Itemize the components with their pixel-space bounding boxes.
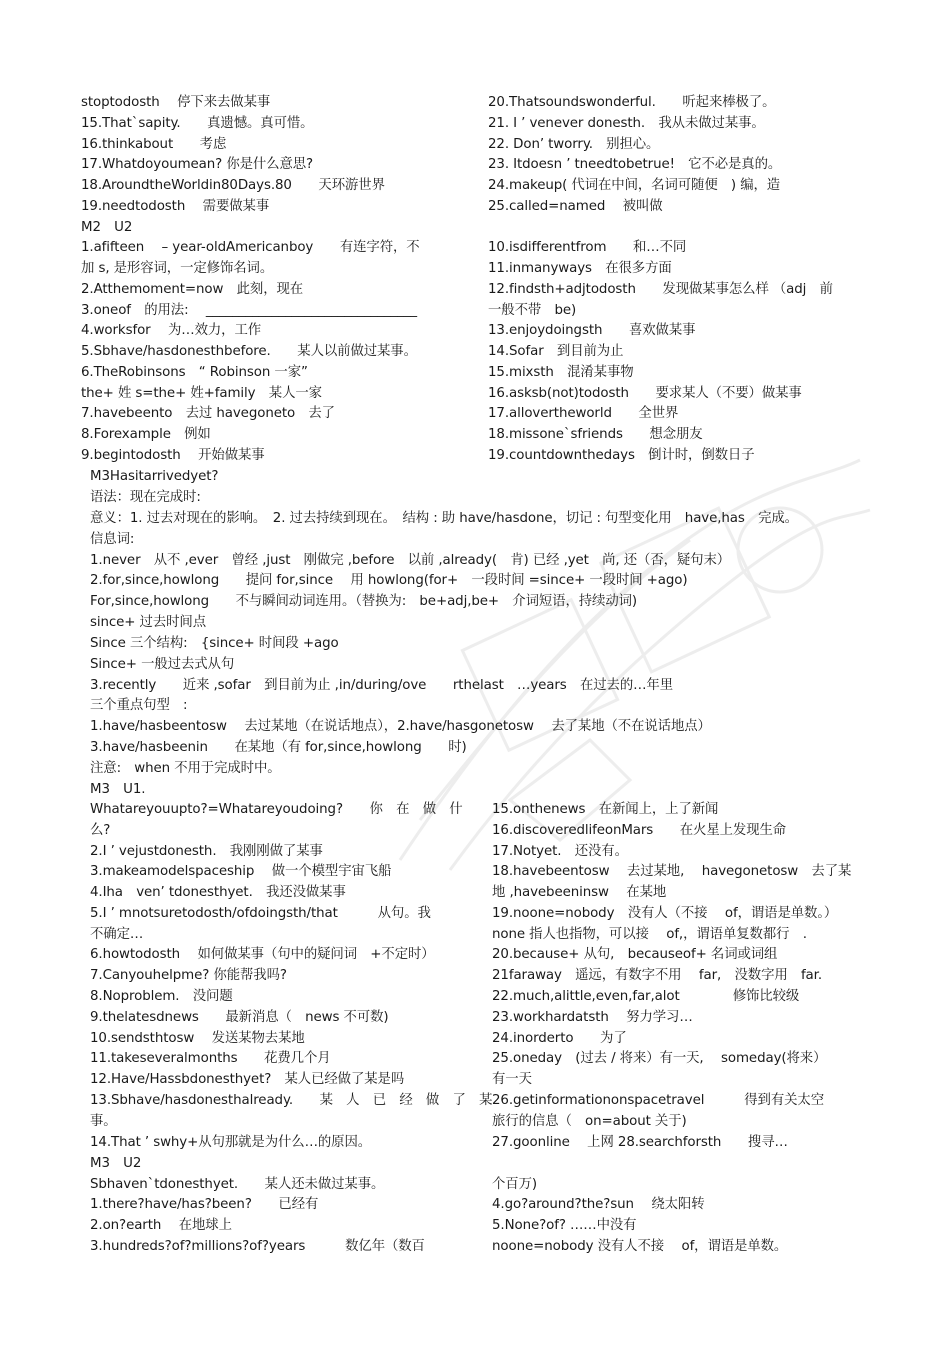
text-line: 信息词: [90, 532, 135, 547]
text-line: 18.AroundtheWorldin80Days.80 天环游世界 [81, 178, 385, 193]
text-line: 3.oneof 的用法: ________________________________ [81, 303, 417, 318]
text-line: 25.oneday (过去 / 将来）有一天, someday(将来） [492, 1051, 827, 1066]
text-line: 个百万) [492, 1177, 537, 1192]
text-line: 19.countdownthedays 倒计时，倒数日子 [488, 448, 755, 463]
text-line: 2.I ’ vejustdonesth. 我刚刚做了某事 [90, 844, 323, 859]
text-line: 16.thinkabout 考虑 [81, 137, 227, 152]
text-line: 15.That`sapity. 真遗憾。真可惜。 [81, 116, 314, 131]
text-line: 14.Sofar 到目前为止 [488, 344, 624, 359]
text-line: 1.never 从不 ,ever 曾经 ,just 刚做完 ,before 以前 ,already( 肯) 已经 ,yet 尚, 还（否，疑句末） [90, 553, 731, 568]
text-line: 1.afifteen – year-oldAmericanboy 有连字符，不 [81, 240, 420, 255]
text-line: 有一天 [492, 1072, 532, 1087]
text-line: 5.Sbhave/hasdonesthbefore. 某人以前做过某事。 [81, 344, 417, 359]
text-line: 3.makeamodelspaceship 做一个模型宇宙飞船 [90, 864, 392, 879]
text-line: 8.Noproblem. 没问题 [90, 989, 233, 1004]
text-line: 14.That ’ swhy+从句那就是为什么…的原因。 [90, 1135, 372, 1150]
text-line: 11.inmanyways 在很多方面 [488, 261, 672, 276]
text-line: Since 三个结构: {since+ 时间段 +ago [90, 636, 339, 651]
text-line: 6.howtodosth 如何做某事（句中的疑问词 +不定时） [90, 947, 435, 962]
text-line: 旅行的信息（ on=about 关于) [492, 1114, 687, 1129]
text-line: 23. Itdoesn ’ tneedtobetrue! 它不必是真的。 [488, 157, 782, 172]
text-line: Sbhaven`tdonesthyet. 某人还未做过某事。 [90, 1177, 385, 1192]
text-line: Since+ 一般过去式从句 [90, 657, 235, 672]
text-line: 2.for,since,howlong 提问 for,since 用 howlong(for+ 一段时间 =since+ 一段时间 +ago) [90, 573, 688, 588]
text-line: 一般不带 be) [488, 303, 577, 318]
section-heading: M3Hasitarrivedyet? [90, 469, 219, 484]
text-line: 三个重点句型 : [90, 698, 188, 713]
text-line: Whatareyouupto?=Whatareyoudoing? 你 在 做 什 [90, 802, 463, 817]
text-line: 18.missone`sfriends 想念朋友 [488, 427, 703, 442]
text-line: 1.there?have/has?been? 已经有 [90, 1197, 319, 1212]
text-line: 加 s, 是形容词，一定修饰名词。 [81, 261, 274, 276]
text-line: stoptodosth 停下来去做某事 [81, 95, 271, 110]
text-line: 7.havebeento 去过 havegoneto 去了 [81, 406, 335, 421]
text-line: 25.called=named 被叫做 [488, 199, 663, 214]
text-line: 4.Iha ven’ tdonesthyet. 我还没做某事 [90, 885, 346, 900]
text-line: 5.None?of? ……中没有 [492, 1218, 637, 1233]
section-heading: M2 U2 [81, 220, 133, 235]
text-line: 13.Sbhave/hasdonesthalready. 某 人 已 经 做 了 某 [90, 1093, 493, 1108]
text-line: 17.Notyet. 还没有。 [492, 844, 628, 859]
text-line: 22.much,alittle,even,far,alot 修饰比较级 [492, 989, 800, 1004]
text-line: 注意: when 不用于完成时中。 [90, 761, 281, 776]
text-line: since+ 过去时间点 [90, 615, 207, 630]
text-line: 16.discoveredlifeonMars 在火星上发现生命 [492, 823, 787, 838]
text-line: 11.takeseveralmonths 花费几个月 [90, 1051, 331, 1066]
text-line: 1.have/hasbeentosw 去过某地（在说话地点），2.have/hasgonetosw 去了某地（不在说话地点） [90, 719, 711, 734]
text-line: 地 ,havebeeninsw 在某地 [492, 885, 667, 900]
text-line: 22. Don’ tworry. 别担心。 [488, 137, 660, 152]
text-line: 19.noone=nobody 没有人（不接 of，谓语是单数。） [492, 906, 838, 921]
text-line: 9.thelatesdnews 最新消息（ news 不可数) [90, 1010, 389, 1025]
text-line: 21faraway 遥远，有数字不用 far, 没数字用 far. [492, 968, 822, 983]
text-line: none 指人也指物，可以接 of,，谓语单复数都行 . [492, 927, 807, 942]
text-line: 24.makeup( 代词在中间，名词可随便 ) 编，造 [488, 178, 781, 193]
text-line: 9.begintodosth 开始做某事 [81, 448, 265, 463]
text-line: noone=nobody 没有人不接 of，谓语是单数。 [492, 1239, 788, 1254]
text-line: 15.onthenews 在新闻上，上了新闻 [492, 802, 719, 817]
text-line: 3.recently 近来 ,sofar 到目前为止 ,in/during/ove rthelast …years 在过去的…年里 [90, 678, 673, 693]
text-line: 意义：1. 过去对现在的影响。 2. 过去持续到现在。 结构 : 助 have/hasdone，切记 : 句型变化用 have,has 完成。 [90, 511, 798, 526]
section-heading: M3 U1. [90, 782, 146, 797]
text-line: 5.I ’ mnotsuretodosth/ofdoingsth/that 从句。我 [90, 906, 431, 921]
text-line: 10.sendsthtosw 发送某物去某地 [90, 1031, 305, 1046]
text-line: 4.go?around?the?sun 绕太阳转 [492, 1197, 705, 1212]
text-line: 2.Atthemoment=now 此刻，现在 [81, 282, 304, 297]
text-line: 21. I ’ venever donesth. 我从未做过某事。 [488, 116, 765, 131]
text-line: 13.enjoydoingsth 喜欢做某事 [488, 323, 696, 338]
text-line: 18.havebeentosw 去过某地, havegonetosw 去了某 [492, 864, 852, 879]
text-line: 15.mixsth 混淆某事物 [488, 365, 634, 380]
text-line: 12.findsth+adjtodosth 发现做某事怎么样 （adj 前 [488, 282, 833, 297]
text-line: For,since,howlong 不与瞬间动词连用。（替换为: be+adj,be+ 介词短语，持续动词) [90, 594, 638, 609]
text-line: 23.workhardatsth 努力学习… [492, 1010, 693, 1025]
text-line: 10.isdifferentfrom 和…不同 [488, 240, 687, 255]
text-line: 26.getinformationonspacetravel 得到有关太空 [492, 1093, 824, 1108]
text-line: 7.Canyouhelpme? 你能帮我吗? [90, 968, 287, 983]
text-line: 么? [90, 823, 111, 838]
text-line: 6.TheRobinsons “ Robinson 一家” [81, 365, 308, 380]
text-line: 3.have/hasbeenin 在某地（有 for,since,howlong 时) [90, 740, 467, 755]
section-heading: M3 U2 [90, 1156, 142, 1171]
text-line: 4.worksfor 为…效力，工作 [81, 323, 262, 338]
text-line: 3.hundreds?of?millions?of?years 数亿年（数百 [90, 1239, 425, 1254]
text-line: 2.on?earth 在地球上 [90, 1218, 232, 1233]
text-line: 16.asksb(not)todosth 要求某人（不要）做某事 [488, 386, 802, 401]
text-line: 20.Thatsoundswonderful. 听起来棒极了。 [488, 95, 776, 110]
text-line: 27.goonline 上网 28.searchforsth 搜寻… [492, 1135, 788, 1150]
text-line: the+ 姓 s=the+ 姓+family 某人一家 [81, 386, 322, 401]
text-line: 20.because+ 从句, becauseof+ 名词或词组 [492, 947, 778, 962]
text-line: 19.needtodosth 需要做某事 [81, 199, 270, 214]
text-line: 语法：现在完成时: [90, 490, 201, 505]
text-line: 事。 [90, 1114, 117, 1129]
text-line: 17.Whatdoyoumean? 你是什么意思? [81, 157, 314, 172]
text-line: 12.Have/Hassbdonesthyet? 某人已经做了某是吗 [90, 1072, 405, 1087]
text-line: 不确定… [90, 927, 144, 942]
text-line: 8.Forexample 例如 [81, 427, 211, 442]
text-line: 17.allovertheworld 全世界 [488, 406, 679, 421]
text-line: 24.inorderto 为了 [492, 1031, 627, 1046]
